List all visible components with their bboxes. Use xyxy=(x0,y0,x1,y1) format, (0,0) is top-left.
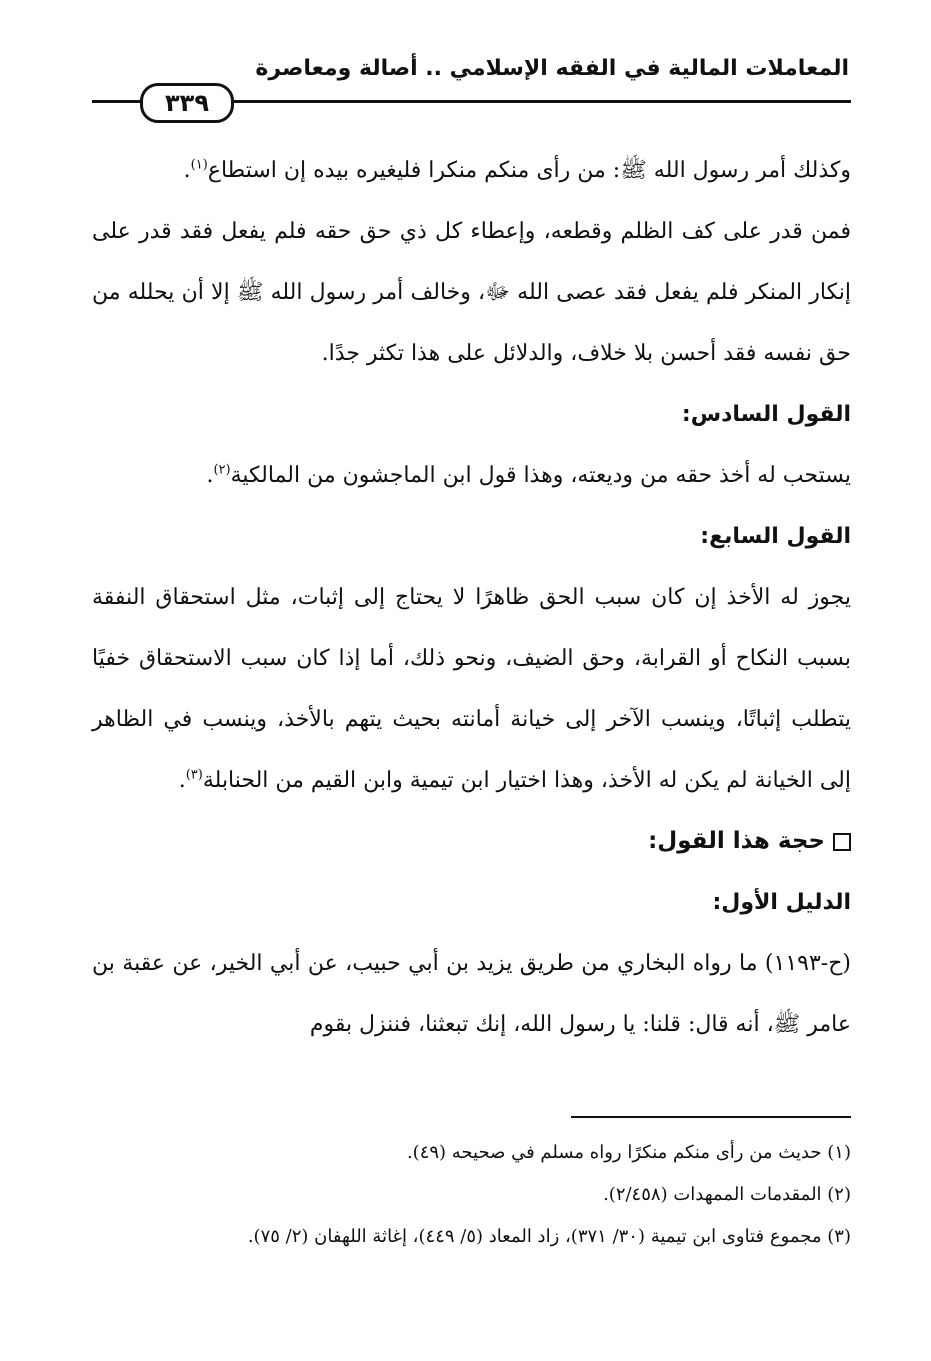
footnote-ref-1: (١) xyxy=(190,157,208,173)
main-text xyxy=(92,140,851,1055)
paragraph-hadith-command: وكذلك أمر رسول الله ﷺ: من رأى منكم منكرا فليغيره بيده إن استطاع$^{(١)}$. xyxy=(183,157,851,183)
footnote-2: (٢) المقدمات الممهدات (٢/٤٥٨). xyxy=(603,1184,851,1205)
paragraph-injustice: فمن قدر على كف الظلم وقطعه، وإعطاء كل ذي حق حقه فلم يفعل فقد قدر على إنكار المنكر فلم يفعل فقد عصى الله ﷻ، وخالف أمر رسول الله ﷺ إلا أن يحلله من حق نفسه فقد أحسن بلا خلاف، والدلائل على هذا تكثر جدًا. xyxy=(92,219,851,366)
heading-first-evidence: الدليل الأول: xyxy=(712,890,851,915)
heading-sixth-opinion: القول السادس: xyxy=(681,402,851,427)
footnote-ref-2: (٢) xyxy=(213,462,231,478)
footnote-1: (١) حديث من رأى منكم منكرًا رواه مسلم في صحيحه (٤٩). xyxy=(406,1142,851,1163)
footnote-ref-3: (٣) xyxy=(185,767,203,783)
paragraph-hadith-1193: (ح-١١٩٣) ما رواه البخاري من طريق يزيد بن أبي حبيب، عن أبي الخير، عن عقبة بن عامر ﷺ، أنه قال: قلنا: يا رسول الله، إنك تبعثنا، فننزل بقوم xyxy=(92,951,851,1037)
paragraph-text: يجوز له الأخذ إن كان سبب الحق ظاهرًا لا يحتاج إلى إثبات، مثل استحقاق النفقة بسبب النكاح أو القرابة، وحق الضيف، ونحو ذلك، أما إذا كان سبب الاستحقاق خفيًا يتطلب إثباتًا، وينسب الآخر إلى خيانة أمانته بحيث يتهم بالأخذ، وينسب في الظاهر إلى الخيانة لم يكن له الأخذ، وهذا اختيار ابن تيمية وابن القيم من الحنابلة xyxy=(92,585,851,793)
paragraph-text: يستحب له أخذ حقه من وديعته، وهذا قول ابن الماجشون من المالكية xyxy=(230,463,851,488)
running-title: المعاملات المالية في الفقه الإسلامي .. أصالة ومعاصرة xyxy=(255,56,849,81)
footnote-rule xyxy=(571,1116,851,1118)
paragraph-text: وكذلك أمر رسول الله ﷺ: من رأى منكم منكرا فليغيره بيده إن استطاع xyxy=(207,158,851,183)
page-number: ٣٣٩ xyxy=(140,83,234,123)
heading-seventh-opinion: القول السابع: xyxy=(700,524,851,549)
paragraph-seventh-opinion: يجوز له الأخذ إن كان سبب الحق ظاهرًا لا يحتاج إلى إثبات، مثل استحقاق النفقة بسبب النكاح أو القرابة، وحق الضيف، ونحو ذلك، أما إذا كان سبب الاستحقاق خفيًا يتطلب إثباتًا، وينسب الآخر إلى خيانة أمانته بحيث يتهم بالأخذ، وينسب في الظاهر إلى الخيانة لم يكن له الأخذ، وهذا اختيار ابن تيمية وابن القيم من الحنابلة$^{(٣)}$. xyxy=(92,585,851,793)
square-bullet-icon xyxy=(833,833,851,851)
paragraph-sixth-opinion: يستحب له أخذ حقه من وديعته، وهذا قول ابن الماجشون من المالكية$^{(٢)}$. xyxy=(206,462,851,488)
heading-argument-text: حجة هذا القول: xyxy=(648,828,825,854)
footnote-3: (٣) مجموع فتاوى ابن تيمية (٣٠/ ٣٧١)، زاد المعاد (٥/ ٤٤٩)، إغاثة اللهفان (٢/ ٧٥). xyxy=(247,1226,851,1247)
heading-argument xyxy=(92,811,851,872)
footnotes xyxy=(92,1132,851,1258)
